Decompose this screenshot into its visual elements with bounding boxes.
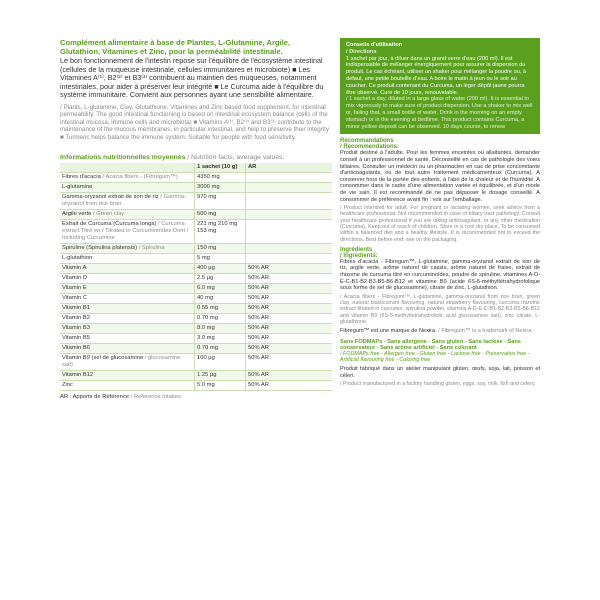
nutrient-ar <box>246 220 333 244</box>
nutrient-name-en: / glucosamine salt) <box>62 355 181 368</box>
table-row <box>60 304 332 314</box>
table-header-cell: 1 sachet (10 g) <box>195 163 246 173</box>
free-from-en: / FODMAPs free - Allergen free - Gluten free - Lactose free - Preservative free - Artificial flavouring free - Coloring free <box>340 350 530 363</box>
table-row <box>60 210 332 220</box>
nutrient-ar: 50% AR <box>246 264 333 274</box>
nutrient-amount: 0.70 mg <box>195 314 246 324</box>
nutrient-name-fr: Vitamin B12 <box>62 372 94 378</box>
table-row <box>60 334 332 344</box>
table-row <box>60 324 332 334</box>
nutrient-ar: 50% AR <box>246 381 333 391</box>
nutrient-name-fr: Vitamin D <box>62 275 88 281</box>
nutrient-amount: 970 mg <box>195 193 246 210</box>
nutrient-amount: 500 mg <box>195 210 246 220</box>
nutrient-amount: 3000 mg <box>195 183 246 193</box>
nutrient-name <box>60 244 195 254</box>
nutrient-name-en: / Gamma-oryzanol from rice bran <box>62 194 187 207</box>
nutrient-amount: 5 mg <box>195 254 246 264</box>
nutrition-title: Informations nutritionnelles moyennes / Nutrition facts, average values: <box>60 154 285 161</box>
table-header-cell <box>60 163 195 173</box>
nutrient-name <box>60 304 195 314</box>
nutrient-name-fr: L-glutathion <box>62 255 93 261</box>
nutrient-name <box>60 294 195 304</box>
rec-fr: Produit destiné à l'adulte. Pour les femmes enceintes ou allaitantes, demander conseil à un professionnel de santé. Déconseillé en cas de pathologie des voies biliaires. Consulter un médecin ou un pharmacien en cas de prise concomitante d'anticoagulants, ou de tout autre traitement médicamenteux (Curcuma). A conserver hors de la portée des enfants, à l'abri de la chaleur et de l'humidité. A consommer dans le cadre d'une alimentation variée et équilibrée, et d'un mode de vie sain. Il est recommandé de ne pas dépasser le dosage conseillé. A consommer de préférence avant fin : voir sur l'emballage. <box>340 150 540 203</box>
nutrient-ar: 50% AR <box>246 334 333 344</box>
table-row <box>60 173 332 183</box>
nutrient-name <box>60 371 195 381</box>
nutrient-name-fr: Vitamin B3 <box>62 325 90 331</box>
nutrient-name-fr: Spiruline (Spirulina platensis) <box>62 245 138 251</box>
nutrient-name <box>60 183 195 193</box>
table-row <box>60 371 332 381</box>
nutrient-amount: 0.70 mg <box>195 344 246 354</box>
nutrient-name-en: / Curcuma extract Titré en / Titrated in Curcuminoïdes Dont / Including Curcumine <box>62 221 189 241</box>
nutrient-name <box>60 173 195 183</box>
nutrient-ar <box>246 183 333 193</box>
nutrient-ar <box>246 210 333 220</box>
nutrient-name-fr: Vitamin C <box>62 295 88 301</box>
left-column <box>60 38 332 400</box>
nutrient-name-fr: Extrait de Curcuma (Curcuma longa) <box>62 221 157 227</box>
nutrient-name-fr: Gamma-oryzanol extrait de son de riz <box>62 194 159 200</box>
ingredients-en: / Acacia fibers - Fibregum™, L-glutamine, gamma-oryzanol from rice bran, green clay, natural blackcurrant flavouring, natural strawberry flavouring, curcuma rhizome extract titrated in curcumin, spirulina powder, vitamins A-D-E-C-B1-B2-B3-B5-B6-B12 and vitamin B9 (6S-5-methyltetrahydrofolic acid glucosamine salt), zinc citrate, L-glutathione. <box>340 293 540 326</box>
nutrient-name-fr: Vitamin B6 <box>62 345 90 351</box>
nutrient-ar <box>246 193 333 210</box>
ar-note: AR : Apports de Référence / Reference Intakes <box>60 394 181 400</box>
table-header-cell: AR <box>246 163 333 173</box>
nutrient-ar: 50% AR <box>246 324 333 334</box>
nutrient-name <box>60 334 195 344</box>
nutrient-name-fr: Vitamin B2 <box>62 315 90 321</box>
nutrient-name <box>60 254 195 264</box>
nutrient-ar: 50% AR <box>246 294 333 304</box>
nutrient-name-fr: Vitamin E <box>62 285 87 291</box>
advice-box <box>340 38 540 134</box>
rec-title: Recommandations / Recommendations: <box>340 138 400 151</box>
nutrient-amount: 1.25 µg <box>195 371 246 381</box>
rec-en: / Product intended for adult. For pregnant or lactating women, seek advice from a healthcare professional. Not recommended in case of biliary tract pathology. Consult your healthcare professional if you are taking anticoagulant, or any other medication (Curcuma). Keep out of reach of children. Store in a cool dry place. To be consumed within a balanced diet and a healthy lifestyle. It is recommended not to exceed the directions. Best before end: see on the packaging. <box>340 205 540 243</box>
nutrient-amount: 2.5 µg <box>195 274 246 284</box>
table-row <box>60 284 332 294</box>
table-row <box>60 344 332 354</box>
factory-fr: Produit fabriqué dans un atelier manipulant gluten, œufs, soja, lait, poisson et céleri. <box>340 365 540 379</box>
nutrient-name-fr: Fibres d'acacia <box>62 174 101 180</box>
nutrient-name <box>60 264 195 274</box>
table-row <box>60 193 332 210</box>
nutrient-name-fr: Argile verte <box>62 211 92 217</box>
table-row <box>60 264 332 274</box>
ingredients-fr: Fibres d'acacia - Fibregum™, L-glutamine, gamma-oryzanol extrait de son de riz, argile verte, arôme naturel de cassis, arôme naturel de fraise, extrait de rhizome de curcuma titré en curcuminoïdes, poudre de spiruline, vitamines A-D-E-C-B1-B2-B3-B5-B6-B12 et vitamine B9 (acide 6S-5-méthyltétrahydrofolique sous forme de sel de glucosamine), citrate de zinc, L-glutathion. <box>340 258 540 292</box>
nutrient-ar: 50% AR <box>246 354 333 371</box>
nutrient-ar <box>246 254 333 264</box>
fibregum-note: Fibregum™ est une marque de Nexira. / Fibregum™ is a trademark of Nexira. <box>340 328 534 335</box>
advice-title-en: / Directions <box>346 48 377 55</box>
ingredients-title: Ingrédients / Ingredients: <box>340 246 378 259</box>
nutrient-name-en: / Green clay <box>91 211 125 217</box>
nutrient-name-en: / Spirulina <box>137 245 165 251</box>
nutrient-name <box>60 344 195 354</box>
nutrient-amount: 221 mg 210 mg 153 mg <box>195 220 246 244</box>
right-column <box>340 38 540 387</box>
advice-fr: 1 sachet par jour, à diluer dans un grand verre d'eau (200 ml). Il est indispensable de mélanger énergiquement pour assurer la dispersion du produit. Le cas échéant, utiliser un shaker pour mélanger la poudre ou, à défaut, une petite bouteille d'eau. A boire le matin à jeun ou le soir au coucher. Ce produit contenant du Curcuma, un léger dépôt jaune pourra être observé. Cure de 10 jours, renouvelable. <box>346 55 527 96</box>
advice-title: Conseils d'utilisation <box>346 42 403 48</box>
nutrient-ar: 50% AR <box>246 344 333 354</box>
nutrient-name-fr: Vitamin B9 (sel de glucosamine <box>62 355 144 361</box>
nutrient-name <box>60 220 195 244</box>
table-row <box>60 294 332 304</box>
free-from-fr: Sans FODMAPs - Sans allergène - Sans gluten - Sans lactose - Sans conservateur - Sans arôme artificiel - Sans colorant <box>340 338 521 351</box>
table-row <box>60 354 332 371</box>
nutrient-name <box>60 381 195 391</box>
nutrient-ar <box>246 244 333 254</box>
nutrient-name-fr: Zinc <box>62 382 73 388</box>
table-row <box>60 254 332 264</box>
table-row <box>60 381 332 391</box>
nutrient-ar: 50% AR <box>246 314 333 324</box>
advice-en: / 1 sachet a day, diluted in a large glass of water (200 ml). It is essential to mix vigorously to make sure of product dispersion. Use a shaker to mix well or, failing that, a small bottle of water. Drink in the morning on an empty stomach or in the evening at bedtime. This product contains Curcuma, a minor yellow deposit can be observed. 10 days course, to renew <box>346 96 533 130</box>
nutrient-name-fr: L-glutamine <box>62 184 93 190</box>
nutrient-amount: 150 mg <box>195 244 246 254</box>
nutrient-name <box>60 354 195 371</box>
nutrient-name <box>60 284 195 294</box>
nutrient-ar: 50% AR <box>246 371 333 381</box>
nutrient-ar: 50% AR <box>246 274 333 284</box>
nutrient-amount: 100 µg <box>195 354 246 371</box>
nutrient-amount: 0.55 mg <box>195 304 246 314</box>
nutrient-name-fr: Vitamin B5 <box>62 335 90 341</box>
nutrient-name <box>60 193 195 210</box>
intro-fr: Le bon fonctionnement de l'intestin repose sur l'équilibre de l'écosystème intestinal (cellules de la muqueuse intestinale, cellules immunitaires et microbiote) ■ Les Vitamines A⁽¹⁾, B2⁽²⁾ et B3⁽³⁾ contribuent au maintien des muqueuses, notamment intestinales, pour aider à préserver leur intégrité ■ Le Curcuma aide à l'équilibre du système immunitaire. Convient aux personnes ayant une sensibilité alimentaire. <box>60 56 324 100</box>
table-row <box>60 314 332 324</box>
nutrient-amount: 8.0 mg <box>195 324 246 334</box>
table-header-row <box>60 163 332 173</box>
table-row <box>60 183 332 193</box>
nutrient-name-fr: Vitamin B1 <box>62 305 90 311</box>
nutrient-amount: 5.0 mg <box>195 381 246 391</box>
intro-en: / Plants, L-glutamine, Clay, Glutathione, Vitamines and Zinc based food supplement, for intestinal permeability. The good intestinal functioning is based on intestinal ecosystem balance (cells of the intestinal mucosa, immune cells and microbiota) ■ Vitamins A⁽¹⁾, B2⁽²⁾ and B3⁽³⁾ contribute to the maintenance of the mucous membranes, in particular intestinal, and help to preserve their integrity ■ Turmeric helps balance the immune system. Suitable for people with food sensitivity. <box>60 103 329 141</box>
table-row <box>60 244 332 254</box>
nutrient-name <box>60 274 195 284</box>
nutrient-name-fr: Vitamin A <box>62 265 87 271</box>
table-row <box>60 274 332 284</box>
nutrient-name <box>60 324 195 334</box>
nutrient-ar: 50% AR <box>246 304 333 314</box>
product-title: Complément alimentaire à base de Plantes, L-Glutamine, Argile, Glutathion, Vitamines et Zinc, pour la perméabilité intestinale. <box>60 38 291 56</box>
nutrient-amount: 4350 mg <box>195 173 246 183</box>
nutrient-amount: 6.0 mg <box>195 284 246 294</box>
nutrient-ar: 50% AR <box>246 284 333 294</box>
table-row <box>60 220 332 244</box>
nutrient-name <box>60 314 195 324</box>
nutrient-amount: 3.0 mg <box>195 334 246 344</box>
nutrient-amount: 400 µg <box>195 264 246 274</box>
nutrition-table <box>60 163 332 391</box>
nutrient-ar <box>246 173 333 183</box>
factory-en: / Product manufactured in a factory handling gluten, eggs, soy, milk, fish and celery. <box>340 381 536 388</box>
nutrient-name <box>60 210 195 220</box>
nutrient-amount: 40 mg <box>195 294 246 304</box>
nutrient-name-en: / Acacia fibers - (Fibregum™) <box>100 174 178 180</box>
